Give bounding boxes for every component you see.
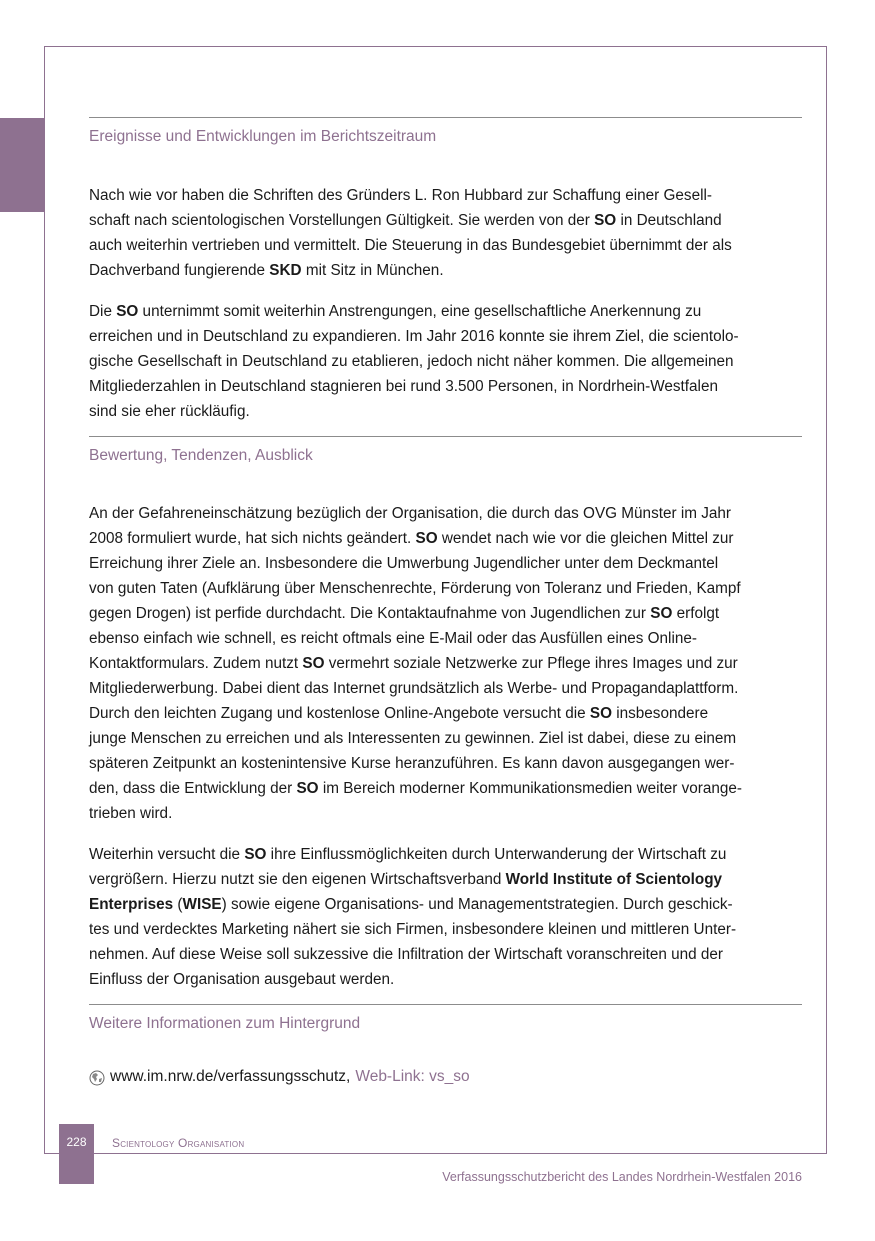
section-rule [89,1004,802,1005]
paragraph-assessment-1 [89,501,802,826]
text-segment: nehmen. Auf diese Weise soll sukzessive die Infiltration der Wirtschaft voranschreiten und der [89,946,723,963]
text-line [89,751,802,776]
text-segment: ihre Einflussmöglichkeiten durch Unterwanderung der Wirtschaft zu [266,846,727,863]
text-line [89,801,802,826]
text-line [89,842,802,867]
section-rule [89,117,802,118]
text-segment: trieben wird. [89,805,173,822]
text-segment: erfolgt [672,605,720,622]
text-segment: den, dass die Entwicklung der [89,780,297,797]
text-line [89,551,802,576]
text-line [89,626,802,651]
web-link[interactable]: Web-Link: vs_so [355,1068,470,1085]
bold-term: SO [244,846,267,863]
text-segment: schaft nach scientologischen Vorstellungen Gültigkeit. Sie werden von der [89,212,595,229]
text-segment: ebenso einfach wie schnell, es reicht oftmals eine E-Mail oder das Ausfüllen eines Online- [89,630,697,647]
text-line [89,776,802,801]
text-segment: ( [173,896,183,913]
text-segment: auch weiterhin vertrieben und vermittelt. Die Steuerung in das Bundesgebiet übernimmt der als [89,237,732,254]
text-segment: Kontaktformulars. Zudem nutzt [89,655,303,672]
text-segment: erreichen und in Deutschland zu expandieren. Im Jahr 2016 konnte sie ihrem Ziel, die scientolo- [89,328,739,345]
paragraph-events-1 [89,183,802,283]
bold-term: Enterprises [89,896,174,913]
text-line [89,183,802,208]
info-link-line [89,1064,802,1089]
bold-term: WISE [182,896,222,913]
text-line [89,601,802,626]
section-title-events: Ereignisse und Entwicklungen im Berichtszeitraum [89,128,437,145]
text-line [89,258,802,283]
text-line [89,399,802,424]
text-segment: gegen Drogen) ist perfide durchdacht. Die Kontaktaufnahme von Jugendlichen zur [89,605,651,622]
bold-term: SO [589,705,612,722]
text-line [89,967,802,992]
text-line [89,526,802,551]
chapter-tab [0,118,44,212]
section-rule [89,436,802,437]
text-segment: Dachverband fungierende [89,262,270,279]
text-segment: gische Gesellschaft in Deutschland zu etablieren, jedoch nicht näher kommen. Die allgemeinen [89,353,734,370]
text-segment: vermehrt soziale Netzwerke zur Pflege ihres Images und zur [324,655,738,672]
text-segment: Mitgliederzahlen in Deutschland stagnieren bei rund 3.500 Personen, in Nordrhein-Westfalen [89,378,718,395]
text-segment: Weiterhin versucht die [89,846,245,863]
text-line [89,726,802,751]
paragraph-events-2 [89,299,802,424]
text-line [89,701,802,726]
text-segment: ) sowie eigene Organisations- und Managementstrategien. Durch geschick- [221,896,733,913]
text-segment: Erreichung ihrer Ziele an. Insbesondere die Umwerbung Jugendlicher unter dem Deckmantel [89,555,719,572]
info-url[interactable]: www.im.nrw.de/verfassungsschutz, [110,1068,351,1085]
text-segment: späteren Zeitpunkt an kostenintensive Kurse heranzuführen. Es kann davon ausgegangen wer- [89,755,735,772]
text-line [89,892,802,917]
text-segment: Mitgliederwerbung. Dabei dient das Internet grundsätzlich als Werbe- und Propagandaplattform. [89,680,739,697]
text-line [89,651,802,676]
text-line [89,349,802,374]
text-segment: im Bereich moderner Kommunikationsmedien weiter vorange- [318,780,742,797]
text-line [89,233,802,258]
paragraph-assessment-2 [89,842,802,992]
globe-icon [89,1069,105,1085]
text-segment: 2008 formuliert wurde, hat sich nichts geändert. [89,530,416,547]
bold-term: SO [415,530,438,547]
bold-term: SKD [269,262,302,279]
running-head: Scientology Organisation [112,1136,245,1150]
text-segment: Durch den leichten Zugang und kostenlose Online-Angebote versucht die [89,705,590,722]
bold-term: SO [302,655,325,672]
bold-term: SO [116,303,139,320]
text-line [89,208,802,233]
text-line [89,501,802,526]
text-segment: von guten Taten (Aufklärung über Menschenrechte, Förderung von Toleranz und Frieden, Kampf [89,580,741,597]
text-line [89,676,802,701]
page-number-box [59,1124,94,1184]
page-content [89,117,802,1089]
section-title-assessment: Bewertung, Tendenzen, Ausblick [89,447,313,464]
page-number: 228 [66,1135,87,1149]
text-segment: sind sie eher rückläufig. [89,403,250,420]
text-line [89,299,802,324]
text-segment: Einfluss der Organisation ausgebaut werden. [89,971,395,988]
text-segment: tes und verdecktes Marketing nähert sie sich Firmen, insbesondere kleinen und mittleren Unter- [89,921,737,938]
text-segment: mit Sitz in München. [301,262,444,279]
bold-term: SO [296,780,319,797]
text-line [89,917,802,942]
bold-term: SO [594,212,617,229]
text-segment: unternimmt somit weiterhin Anstrengungen, eine gesellschaftliche Anerkennung zu [138,303,702,320]
bold-term: World Institute of Scientology [505,871,723,888]
text-segment: An der Gefahreneinschätzung bezüglich der Organisation, die durch das OVG Münster im Jahr [89,505,731,522]
text-line [89,867,802,892]
text-segment: in Deutschland [616,212,722,229]
text-line [89,324,802,349]
text-line [89,942,802,967]
section-title-info: Weitere Informationen zum Hintergrund [89,1015,361,1032]
text-line [89,374,802,399]
text-segment: insbesondere [611,705,709,722]
text-segment: Nach wie vor haben die Schriften des Gründers L. Ron Hubbard zur Schaffung einer Gesell- [89,187,712,204]
text-line [89,576,802,601]
text-segment: junge Menschen zu erreichen und als Interessenten zu gewinnen. Ziel ist dabei, diese zu einem [89,730,737,747]
publication-title: Verfassungsschutzbericht des Landes Nordrhein-Westfalen 2016 [442,1170,802,1184]
text-segment: vergrößern. Hierzu nutzt sie den eigenen Wirtschaftsverband [89,871,506,888]
text-segment: wendet nach wie vor die gleichen Mittel zur [437,530,734,547]
text-segment: Die [89,303,117,320]
bold-term: SO [650,605,673,622]
